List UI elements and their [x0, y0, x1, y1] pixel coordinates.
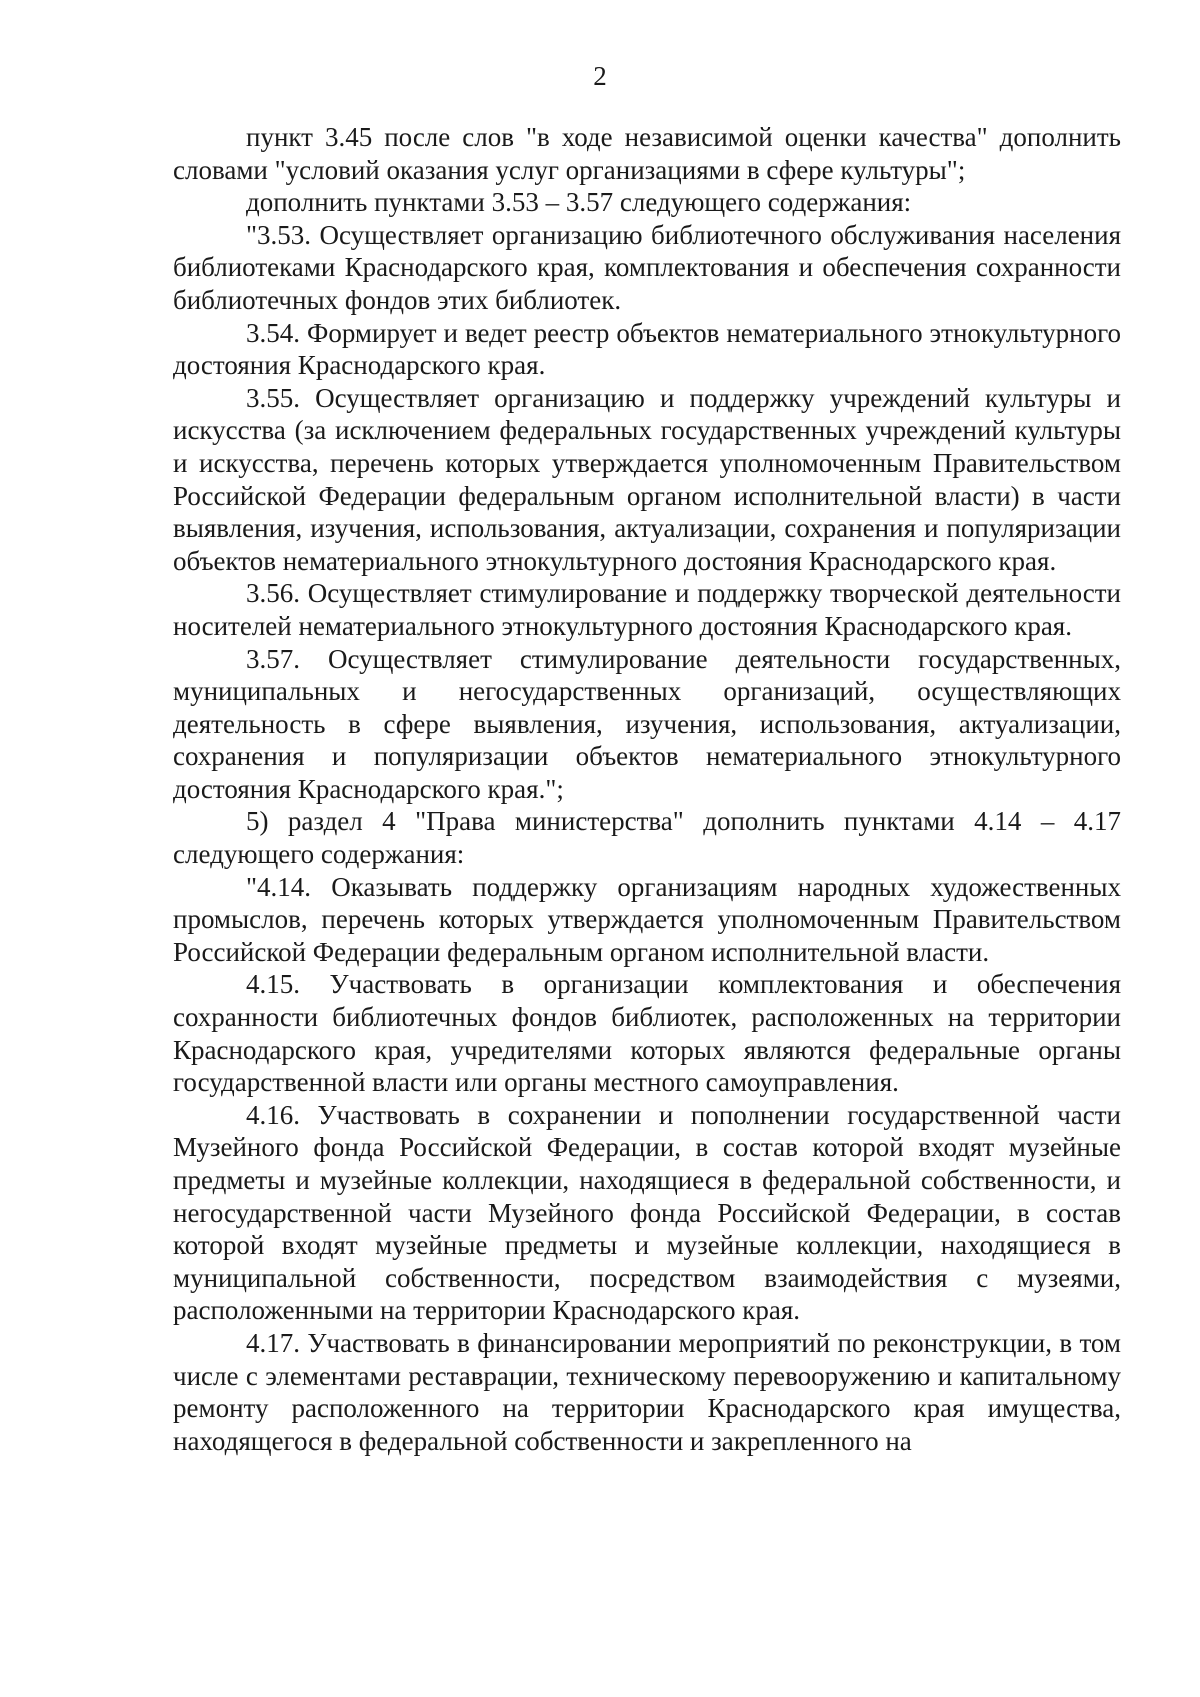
paragraph-3-53: "3.53. Осуществляет организацию библиотечного обслуживания населения библиотеками Краснодарского края, комплектования и обеспечения сохранности библиотечных фондов этих библиотек.: [173, 219, 1121, 315]
paragraph-3-56: 3.56. Осуществляет стимулирование и поддержку творческой деятельности носителей нематериального этнокультурного достояния Краснодарского края.: [173, 578, 1121, 641]
paragraph-add-points-intro: дополнить пунктами 3.53 – 3.57 следующего содержания:: [246, 187, 912, 218]
paragraph-4-16: 4.16. Участвовать в сохранении и пополнении государственной части Музейного фонда Российской Федерации, в состав которой входят музейные предметы и музейные коллекции, находящиеся в федеральной собственности, и негосударственной части Музейного фонда Российской Федерации, в состав которой входят музейные предметы и музейные коллекции, находящиеся в муниципальной собственности, посредством взаимодействия с музеями, расположенными на территории Краснодарского края.: [173, 1099, 1121, 1326]
paragraph-3-45-amendment: пункт 3.45 после слов "в ходе независимой оценки качества" дополнить словами "условий оказания услуг организациями в сфере культуры";: [173, 122, 1121, 185]
paragraph-3-54: 3.54. Формирует и ведет реестр объектов нематериального этнокультурного достояния Краснодарского края.: [173, 317, 1121, 381]
page-number: 2: [593, 61, 607, 91]
paragraph-3-55: 3.55. Осуществляет организацию и поддержку учреждений культуры и искусства (за исключением федеральных государственных учреждений культуры и искусства, перечень которых утверждается уполномоченным Правительством Российской Федерации федеральным органом исполнительной власти) в части выявления, изучения, использования, актуализации, сохранения и популяризации объектов нематериального этнокультурного достояния Краснодарского края.: [173, 382, 1121, 576]
paragraph-section-4-intro: 5) раздел 4 "Права министерства" дополнить пунктами 4.14 – 4.17 следующего содержания:: [173, 806, 1121, 870]
paragraph-4-14: "4.14. Оказывать поддержку организациям народных художественных промыслов, перечень которых утверждается уполномоченным Правительством Российской Федерации федеральным органом исполнительной власти.: [173, 871, 1121, 967]
paragraph-4-17: 4.17. Участвовать в финансировании мероприятий по реконструкции, в том числе с элементами реставрации, техническому перевооружению и капитальному ремонту расположенного на территории Краснодарского края имущества, находящегося в федеральной собственности и закрепленного на: [173, 1327, 1121, 1456]
document-body: [173, 121, 1121, 1457]
paragraph-3-57: 3.57. Осуществляет стимулирование деятельности государственных, муниципальных и негосударственных организаций, осуществляющих деятельность в сфере выявления, изучения, использования, актуализации, сохранения и популяризации объектов нематериального этнокультурного достояния Краснодарского края.";: [173, 643, 1121, 804]
paragraph-4-15: 4.15. Участвовать в организации комплектования и обеспечения сохранности библиотечных фондов библиотек, расположенных на территории Краснодарского края, учредителями которых являются федеральные органы государственной власти или органы местного самоуправления.: [173, 969, 1121, 1098]
